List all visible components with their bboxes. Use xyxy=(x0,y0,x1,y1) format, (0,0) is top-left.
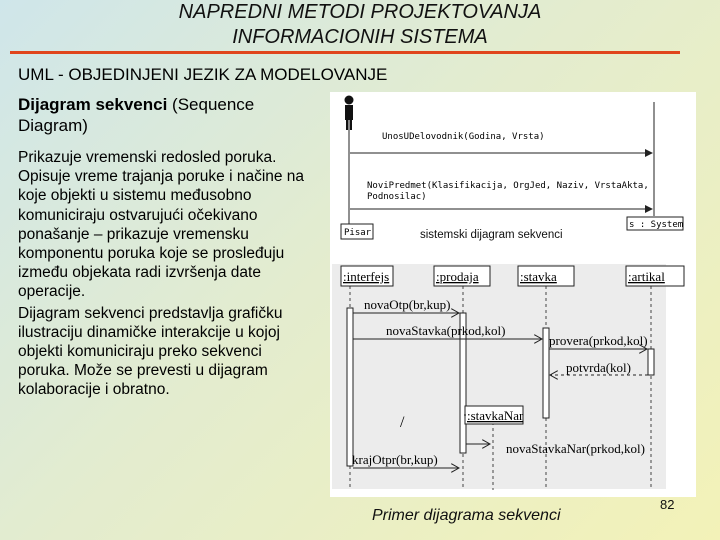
slide-title xyxy=(0,0,720,50)
object-label-interfejs: :interfejs xyxy=(343,269,390,284)
text-column xyxy=(18,94,308,400)
activation-interfejs xyxy=(347,308,353,466)
actor-icon xyxy=(345,96,354,131)
page-number: 82 xyxy=(660,497,675,512)
activation-artikal xyxy=(648,349,654,375)
slide-subtitle: UML - OBJEDINJENI JEZIK ZA MODELOVANJE xyxy=(18,65,388,84)
section-heading-rest: (Sequence Diagram) xyxy=(18,95,255,135)
title-underline xyxy=(10,51,680,54)
system-diagram-label: sistemski dijagram sekvenci xyxy=(420,229,563,241)
object-label-prodaja: :prodaja xyxy=(436,269,479,284)
object-label-stavkanar: :stavkaNar xyxy=(467,408,524,423)
slash-mark: / xyxy=(400,414,405,431)
actor-label: Pisar xyxy=(344,228,372,238)
msg-novastavka-label: novaStavka(prkod,kol) xyxy=(386,323,506,338)
msg-krajotpr-label: krajOtpr(br,kup) xyxy=(352,452,438,467)
msg-potvrda-label: potvrda(kol) xyxy=(566,360,631,375)
slide-title-line2: INFORMACIONIH SISTEMA xyxy=(232,26,488,48)
msg-provera-label: provera(prkod,kol) xyxy=(549,333,648,348)
msg-novastavkanar-label: novaStavkaNar(prkod,kol) xyxy=(506,441,645,456)
system-label: s : System xyxy=(629,220,684,230)
message-novi-label-2: Podnosilac) xyxy=(367,192,427,202)
object-label-stavka: :stavka xyxy=(520,269,557,284)
diagram-svg xyxy=(330,92,696,497)
message-novi-label-1: NoviPredmet(Klasifikacija, OrgJed, Naziv, VrstaAkta, xyxy=(367,181,649,191)
msg-novaotp-label: novaOtp(br,kup) xyxy=(364,297,451,312)
slide-title-line1: NAPREDNI METODI PROJEKTOVANJA xyxy=(178,1,542,23)
section-heading xyxy=(18,94,308,136)
sequence-diagram-figure xyxy=(330,92,696,497)
figure-caption: Primer dijagrama sekvenci xyxy=(372,507,561,524)
object-label-artikal: :artikal xyxy=(628,269,665,284)
paragraph-1: Prikazuje vremenski redosled poruka. Opisuje vreme trajanja poruke i načine na koje objekti u sistemu međusobno komuniciraju ostvarujući očekivano ponašanje – prikazuje vremensku komponentu poruka koje se prosleđuju između objekata radi izvršenja date operacije. xyxy=(18,149,305,301)
message-unos-label: UnosUDelovodnik(Godina, Vrsta) xyxy=(382,132,545,142)
section-heading-bold: Dijagram sekvenci xyxy=(18,95,168,114)
paragraph-2: Dijagram sekvenci predstavlja grafičku ilustraciju dinamičke interakcije u kojoj objekti komuniciraju preko sekvenci poruka. Može se prevesti u dijagram kolaboracije i obratno. xyxy=(18,304,283,399)
